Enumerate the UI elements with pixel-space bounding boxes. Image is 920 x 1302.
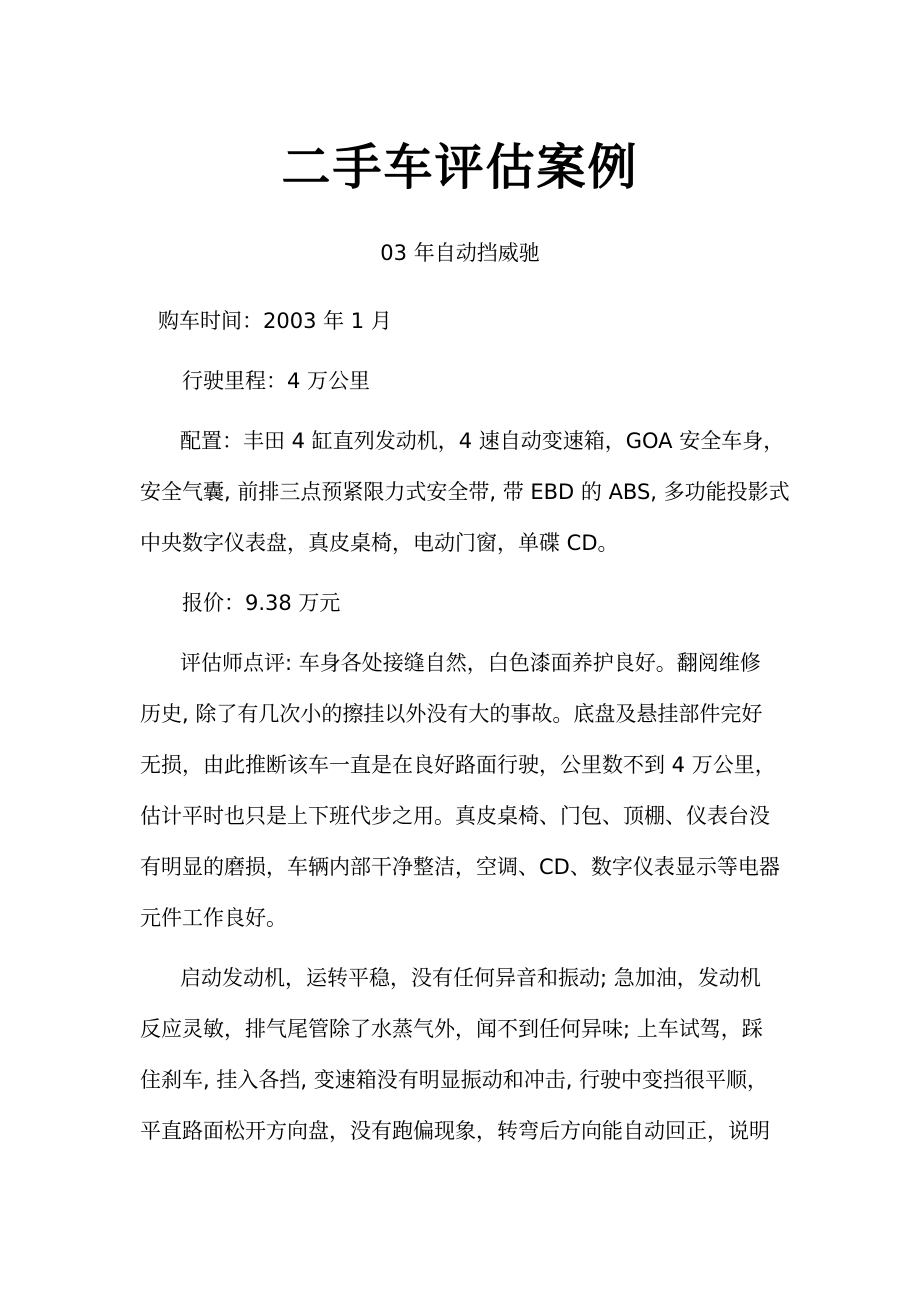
road-test-line-4: 平直路面松开方向盘，没有跑偏现象，转弯后方向能自动回正，说明: [140, 1119, 770, 1143]
purchase-date-line: 购车时间：2003 年 1 月: [158, 309, 392, 333]
appraiser-comment-line-3: 无损，由此推断该车一直是在良好路面行驶，公里数不到 4 万公里，: [140, 753, 776, 777]
appraiser-comment-line-2: 历史, 除了有几次小的擦挂以外没有大的事故。底盘及悬挂部件完好: [140, 702, 763, 726]
paragraph-purchase-date: [140, 296, 780, 347]
road-test-line-3: 住刹车, 挂入各挡, 变速箱没有明显振动和冲击, 行驶中变挡很平顺，: [140, 1068, 769, 1092]
document-body: [140, 296, 790, 1166]
configuration-line-1: 配置：丰田 4 缸直列发动机，4 速自动变速箱，GOA 安全车身，: [180, 429, 785, 453]
paragraph-mileage: [140, 356, 780, 407]
document-subtitle: 03 年自动挡威驰: [380, 241, 540, 265]
appraiser-comment-line-4: 估计平时也只是上下班代步之用。真皮桌椅、门包、顶棚、仪表台没: [140, 804, 770, 828]
appraiser-comment-line-5: 有明显的磨损，车辆内部干净整洁，空调、CD、数字仪表显示等电器: [140, 855, 780, 879]
mileage-line: 行驶里程：4 万公里: [182, 369, 371, 393]
price-line: 报价：9.38 万元: [182, 591, 341, 615]
paragraph-road-test: [140, 953, 780, 1157]
configuration-line-3: 中央数字仪表盘，真皮桌椅，电动门窗，单碟 CD。: [140, 531, 619, 555]
appraiser-comment-line-6: 元件工作良好。: [140, 906, 287, 930]
paragraph-appraiser-comment: [140, 638, 780, 944]
paragraph-price: [140, 578, 780, 629]
road-test-line-1: 启动发动机，运转平稳，没有任何异音和振动; 急加油，发动机: [180, 966, 761, 990]
configuration-line-2: 安全气囊, 前排三点预紧限力式安全带, 带 EBD 的 ABS, 多功能投影式: [140, 480, 790, 504]
appraiser-comment-line-1: 评估师点评: 车身各处接缝自然，白色漆面养护良好。翻阅维修: [180, 651, 761, 675]
road-test-line-2: 反应灵敏，排气尾管除了水蒸气外，闻不到任何异味; 上车试驾，踩: [140, 1017, 763, 1041]
page-title: 二手车评估案例: [281, 138, 639, 196]
paragraph-configuration: [140, 416, 790, 569]
